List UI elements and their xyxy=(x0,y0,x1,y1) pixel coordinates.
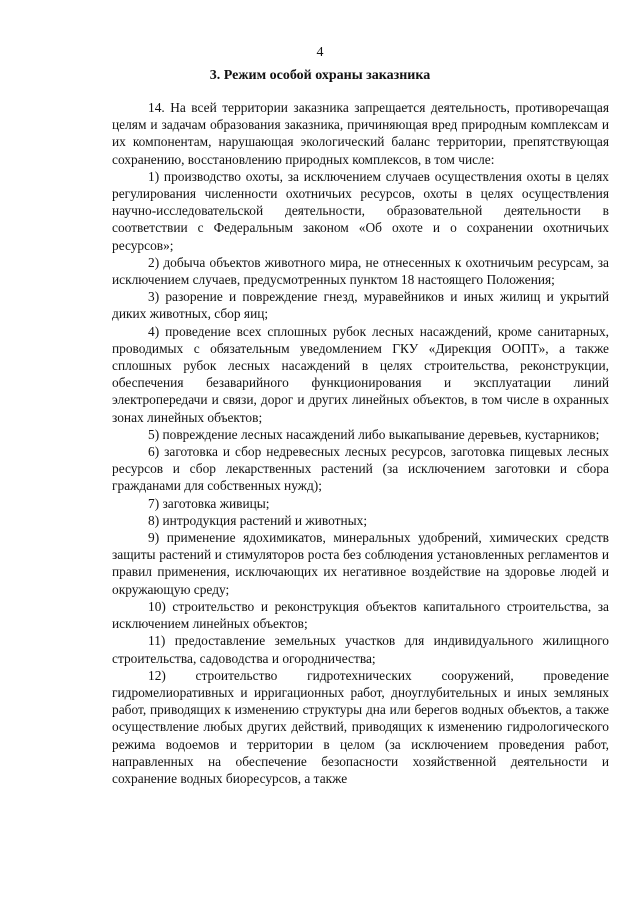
list-item-3: 3) разорение и повреждение гнезд, муравейников и иных жилищ и укрытий диких животных, сбор яиц; xyxy=(112,289,609,322)
section-title: 3. Режим особой охраны заказника xyxy=(209,68,431,83)
list-item-7: 7) заготовка живицы; xyxy=(148,495,270,511)
document-body xyxy=(112,99,609,787)
list-item-4: 4) проведение всех сплошных рубок лесных насаждений, кроме санитарных, проводимых с обязательным уведомлением ГКУ «Дирекция ООПТ», а также сплошных рубок лесных насаждений в целях строительства, реконструкции, обеспечения безаварийного функционирования и эксплуатации линий электропередачи и связи, дорог и других линейных объектов, в том числе в охранных зонах линейных объектов; xyxy=(112,323,609,425)
list-item-12: 12) строительство гидротехнических сооружений, проведение гидромелиоративных и ирригационных работ, дноуглубительных и иных земляных работ, приводящих к изменению структуры дна или берегов водных объектов, а также осуществление любых других действий, приводящих к изменению гидрологического режима водоемов и территории в целом (за исключением проведения работ, направленных на обеспечение безопасности хозяйственной деятельности и сохранение водных биоресурсов, а также xyxy=(112,667,609,786)
list-item-11: 11) предоставление земельных участков для индивидуального жилищного строительства, садоводства и огородничества; xyxy=(112,633,609,666)
list-item-5: 5) повреждение лесных насаждений либо выкапывание деревьев, кустарников; xyxy=(148,426,600,442)
list-item-2: 2) добыча объектов животного мира, не отнесенных к охотничьим ресурсам, за исключением случаев, предусмотренных пунктом 18 настоящего Положения; xyxy=(112,254,609,288)
paragraph-14: 14. На всей территории заказника запрещается деятельность, противоречащая целям и задачам образования заказника, причиняющая вред природным комплексам и их компонентам, нарушающая экологический баланс территории, препятствующая сохранению, восстановлению природных комплексов, в том числе: xyxy=(112,100,609,167)
list-item-6: 6) заготовка и сбор недревесных лесных ресурсов, заготовка пищевых лесных ресурсов и сбор лекарственных растений (за исключением заготовки и сбора гражданами для собственных нужд); xyxy=(112,444,609,494)
list-item-1: 1) производство охоты, за исключением случаев осуществления охоты в целях регулирования численности охотничьих ресурсов, охоты в целях осуществления научно-исследовательской деятельности, образовательной деятельности в соответствии с Федеральным законом «Об охоте и о сохранении охотничьих ресурсов»; xyxy=(112,168,609,253)
list-item-10: 10) строительство и реконструкция объектов капитального строительства, за исключением линейных объектов; xyxy=(112,598,609,632)
list-item-8: 8) интродукция растений и животных; xyxy=(148,512,368,528)
list-item-9: 9) применение ядохимикатов, минеральных удобрений, химических средств защиты растений и стимуляторов роста без соблюдения установленных регламентов и правил применения, исключающих их негативное воздействие на здоровье людей и окружающую среду; xyxy=(112,530,609,597)
page-number: 4 xyxy=(316,45,324,60)
